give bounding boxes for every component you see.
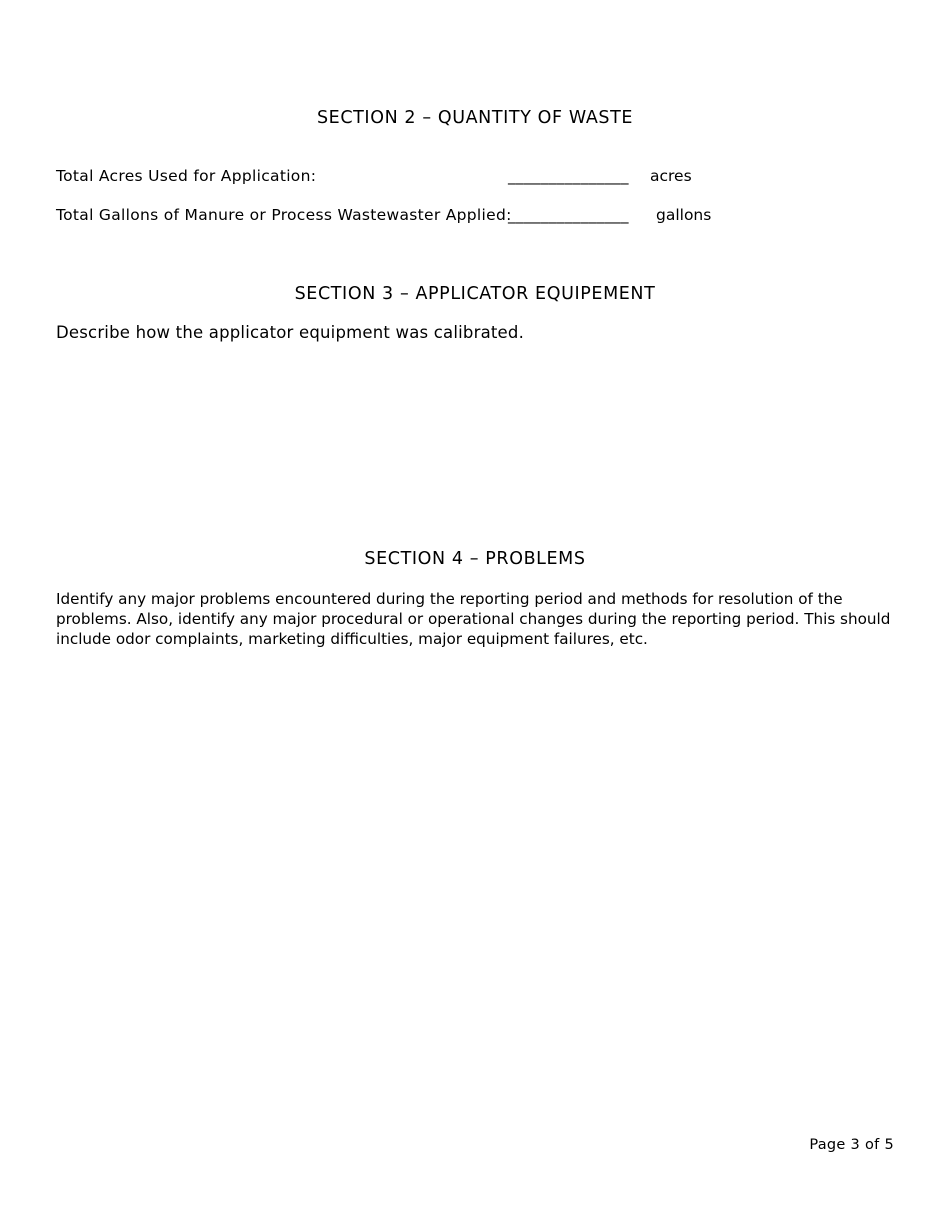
problems-instructions-line-1: Identify any major problems encountered during the reporting period and methods for resolution of the — [56, 590, 843, 608]
section-3-title: SECTION 3 – APPLICATOR EQUIPEMENT — [294, 284, 656, 304]
acres-unit-label: acres — [650, 167, 692, 185]
total-gallons-label: Total Gallons of Manure or Process Wastewaster Applied: — [56, 206, 512, 224]
total-gallons-field[interactable]: _______________ — [508, 206, 629, 224]
gallons-unit-label: gallons — [656, 206, 712, 224]
section-2-title: SECTION 2 – QUANTITY OF WASTE — [316, 108, 634, 128]
section-4-title: SECTION 4 – PROBLEMS — [364, 549, 586, 569]
total-acres-label: Total Acres Used for Application: — [56, 167, 317, 185]
problems-instructions — [56, 589, 896, 649]
page-number: Page 3 of 5 — [809, 1137, 894, 1153]
total-acres-field[interactable]: _______________ — [508, 167, 629, 185]
problems-instructions-line-2: problems. Also, identify any major procedural or operational changes during the reporting period. This should — [56, 610, 891, 628]
calibration-description-prompt: Describe how the applicator equipment was calibrated. — [56, 323, 525, 342]
problems-instructions-line-3: include odor complaints, marketing difficulties, major equipment failures, etc. — [56, 630, 648, 648]
